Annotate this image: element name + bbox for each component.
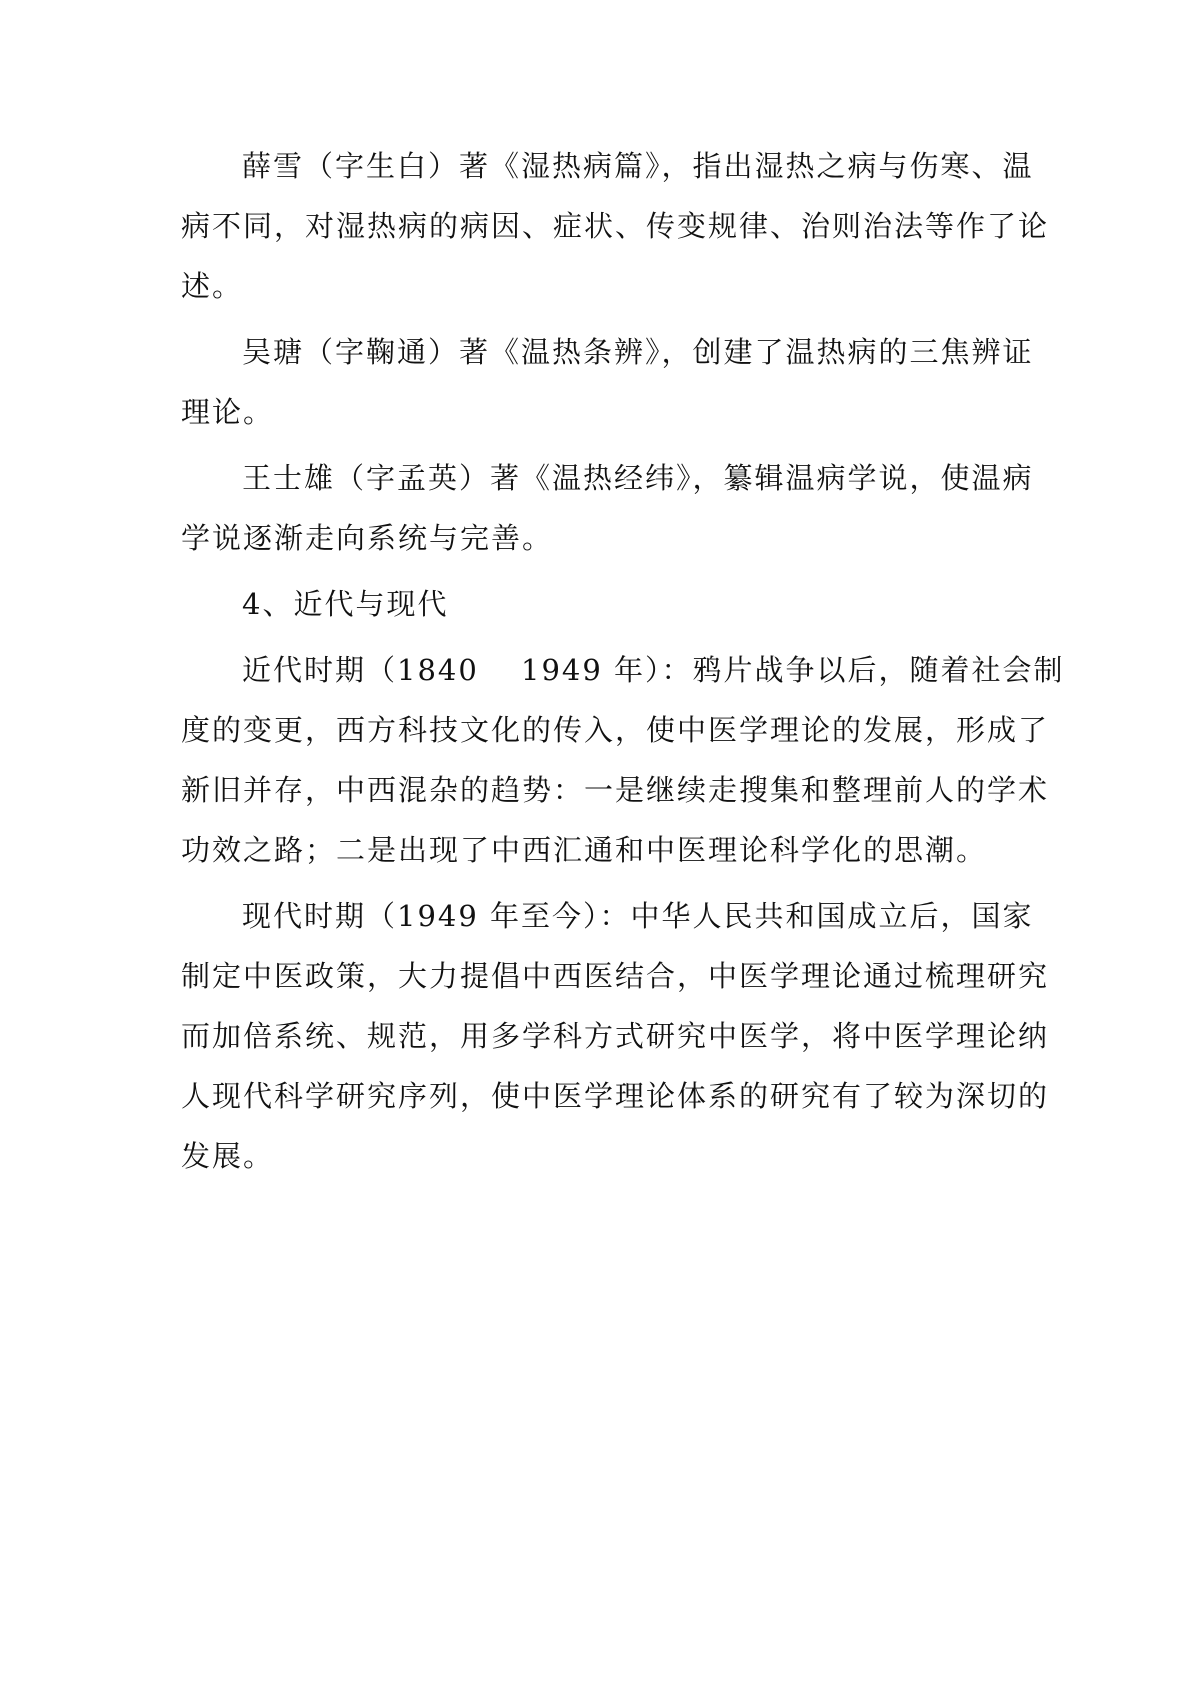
text-line: 病不同，对湿热病的病因、症状、传变规律、治则治法等作了论 [181,209,1050,243]
text-line: 而加倍系统、规范，用多学科方式研究中医学，将中医学理论纳 [181,1019,1050,1053]
section-heading-modern-era [181,574,1023,634]
text-line: 薛雪（字生白）著《湿热病篇》，指出湿热之病与伤寒、温 [242,149,1034,183]
text-line: 新旧并存，中西混杂的趋势：一是继续走搜集和整理前人的学术 [181,773,1050,807]
text-line: 吴瑭（字鞠通）著《温热条辨》，创建了温热病的三焦辨证 [242,335,1034,369]
text-line: 王士雄（字孟英）著《温热经纬》，纂辑温病学说，使温病 [242,461,1034,495]
text-line: 发展。 [181,1139,275,1173]
paragraph-contemporary-period [181,886,1050,1186]
paragraph-modern-period [181,640,1065,880]
text-line: 人现代科学研究序列，使中医学理论体系的研究有了较为深切的 [181,1079,1050,1113]
section-heading-text: 4、近代与现代 [242,587,449,621]
paragraph-xue-xue [181,136,1050,316]
text-line: 述。 [181,269,244,303]
text-line: 学说逐渐走向系统与完善。 [181,521,554,555]
paragraph-wu-tang [181,322,1034,442]
text-line: 度的变更，西方科技文化的传入，使中医学理论的发展，形成了 [181,713,1050,747]
paragraph-wang-shixiong [181,448,1034,568]
text-line: 近代时期（1840 1949 年）：鸦片战争以后，随着社会制 [242,653,1065,687]
document-body [181,136,1065,1192]
text-line: 理论。 [181,395,275,429]
text-line: 制定中医政策，大力提倡中西医结合，中医学理论通过梳理研究 [181,959,1050,993]
text-line: 现代时期（1949 年至今）：中华人民共和国成立后，国家 [242,899,1034,933]
text-line: 功效之路；二是出现了中西汇通和中医理论科学化的思潮。 [181,833,988,867]
